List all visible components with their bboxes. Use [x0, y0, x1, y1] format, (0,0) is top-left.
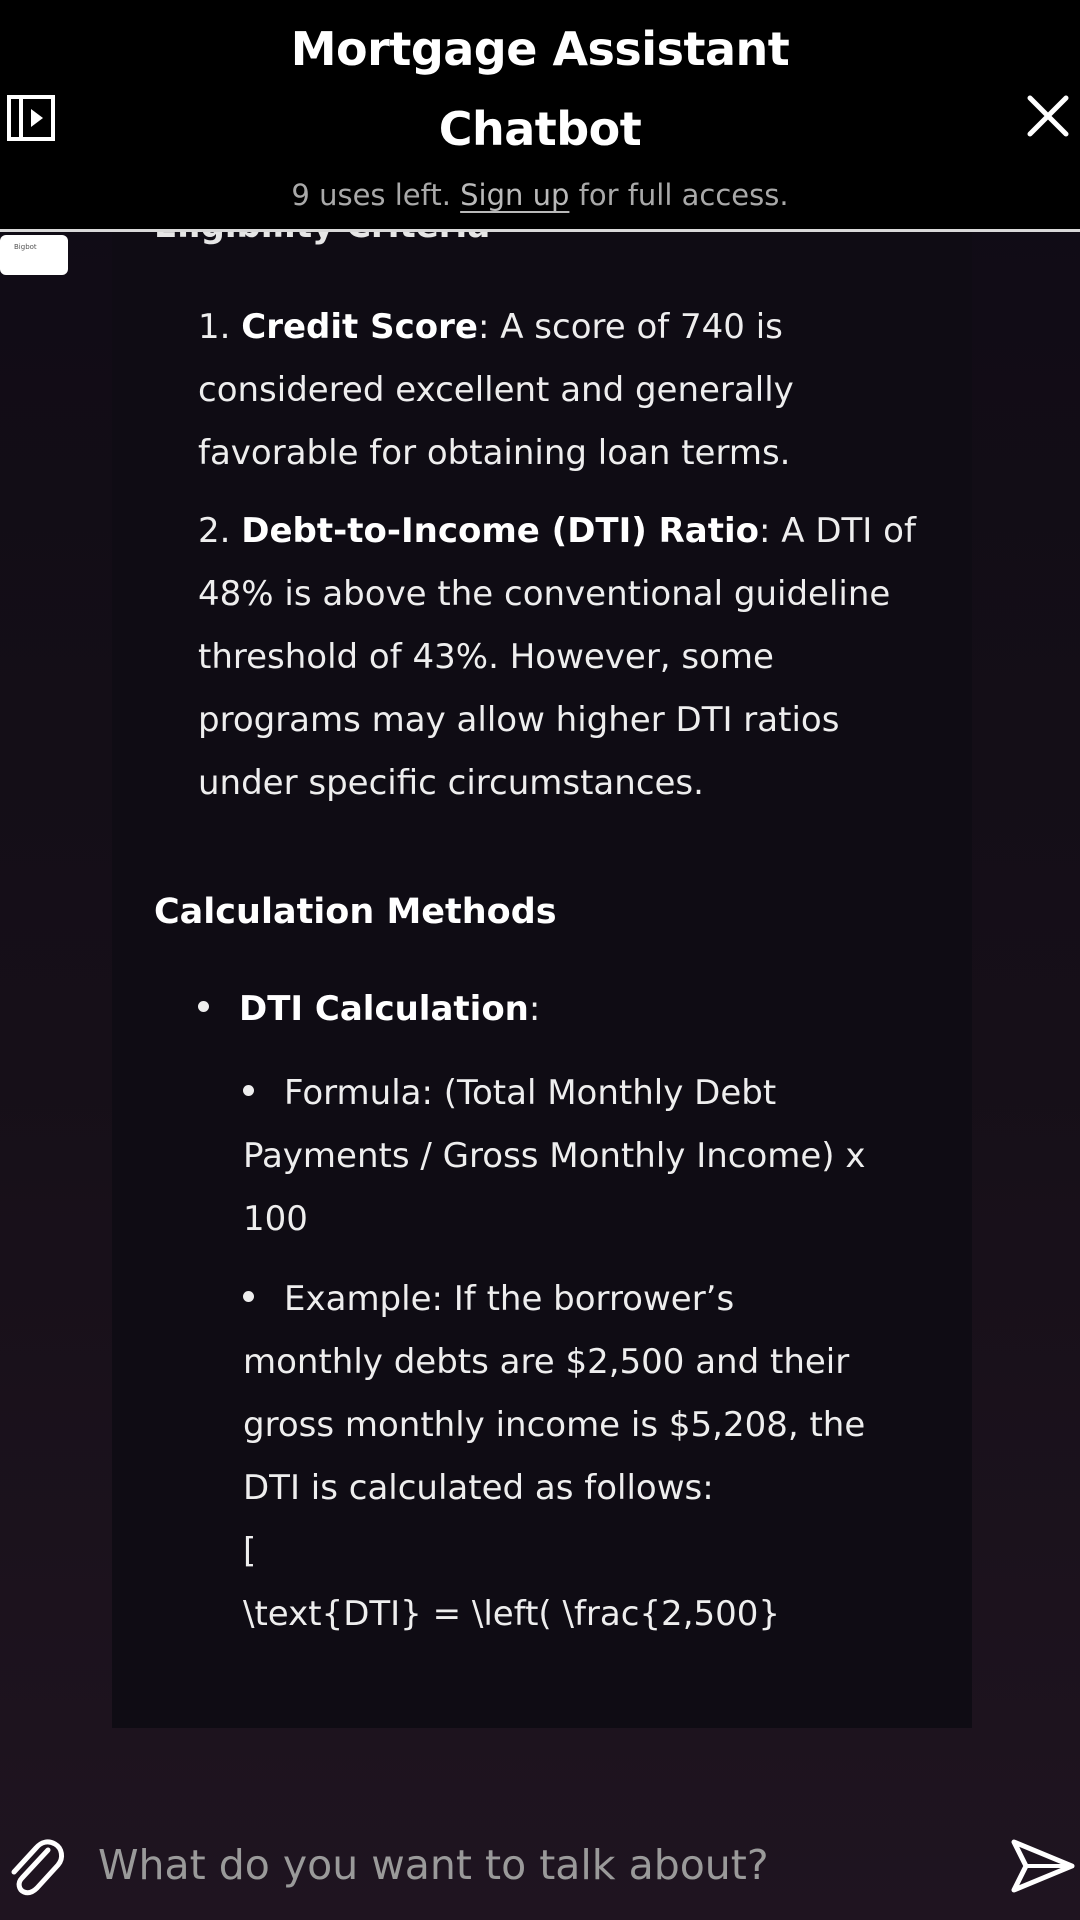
usage-suffix-text: for full access. [569, 178, 789, 212]
list-item [198, 296, 938, 485]
send-button[interactable] [1008, 1836, 1078, 1896]
sub-bullet-text: Example: If the borrower’s monthly debts are $2,500 and their gross monthly income is $5,208, the DTI is calculated as follows: [243, 1279, 866, 1508]
section-heading-calculation: Calculation Methods [154, 892, 557, 932]
bullet-dot [243, 1291, 254, 1302]
input-bar [0, 1790, 1080, 1920]
list-number: 1. [198, 307, 242, 347]
list-text: : A score of 740 is considered excellent and generally favorable for obtaining loan terms. [198, 307, 794, 473]
bullet-term: DTI Calculation [239, 989, 529, 1029]
bullet-suffix: : [528, 989, 541, 1029]
sub-bullet-text: Formula: (Total Monthly Debt Payments / Gross Monthly Income) x 100 [243, 1073, 866, 1239]
page-title-line-1: Mortgage Assistant [290, 22, 790, 76]
list-term: Credit Score [241, 307, 478, 347]
usage-text: 9 uses left. [291, 178, 461, 212]
latex-line: \text{DTI} = \left( \frac{2,500} [243, 1594, 781, 1634]
header [0, 0, 1080, 230]
latex-open-bracket: [ [243, 1531, 257, 1571]
list-number: 2. [198, 511, 242, 551]
bot-logo-icon [0, 235, 68, 275]
usage-notice [0, 178, 1080, 212]
bullet-dot [243, 1085, 254, 1096]
latex-block [243, 1520, 780, 1646]
bullet-dot [198, 1001, 209, 1012]
sub-bullet-item [243, 1062, 883, 1251]
bot-avatar [0, 235, 68, 275]
assistant-message [112, 232, 972, 1728]
list-text: : A DTI of 48% is above the conventional guideline threshold of 43%. However, some programs may allow higher DTI ratios under specific circumstances. [198, 511, 916, 803]
sub-bullet-item [243, 1268, 883, 1520]
close-icon [1020, 88, 1076, 144]
list-term: Debt-to-Income (DTI) Ratio [241, 511, 760, 551]
send-icon [1008, 1836, 1078, 1896]
header-divider [0, 229, 1080, 232]
paperclip-icon [4, 1832, 66, 1900]
message-input[interactable] [96, 1836, 980, 1894]
signup-link[interactable]: Sign up [460, 178, 570, 212]
bot-logo-text: Bigbot [14, 243, 37, 251]
bullet-item [198, 978, 540, 1041]
close-button[interactable] [1020, 88, 1076, 144]
list-item [198, 500, 938, 815]
page-title-line-2: Chatbot [438, 102, 642, 156]
attach-button[interactable] [4, 1832, 66, 1900]
